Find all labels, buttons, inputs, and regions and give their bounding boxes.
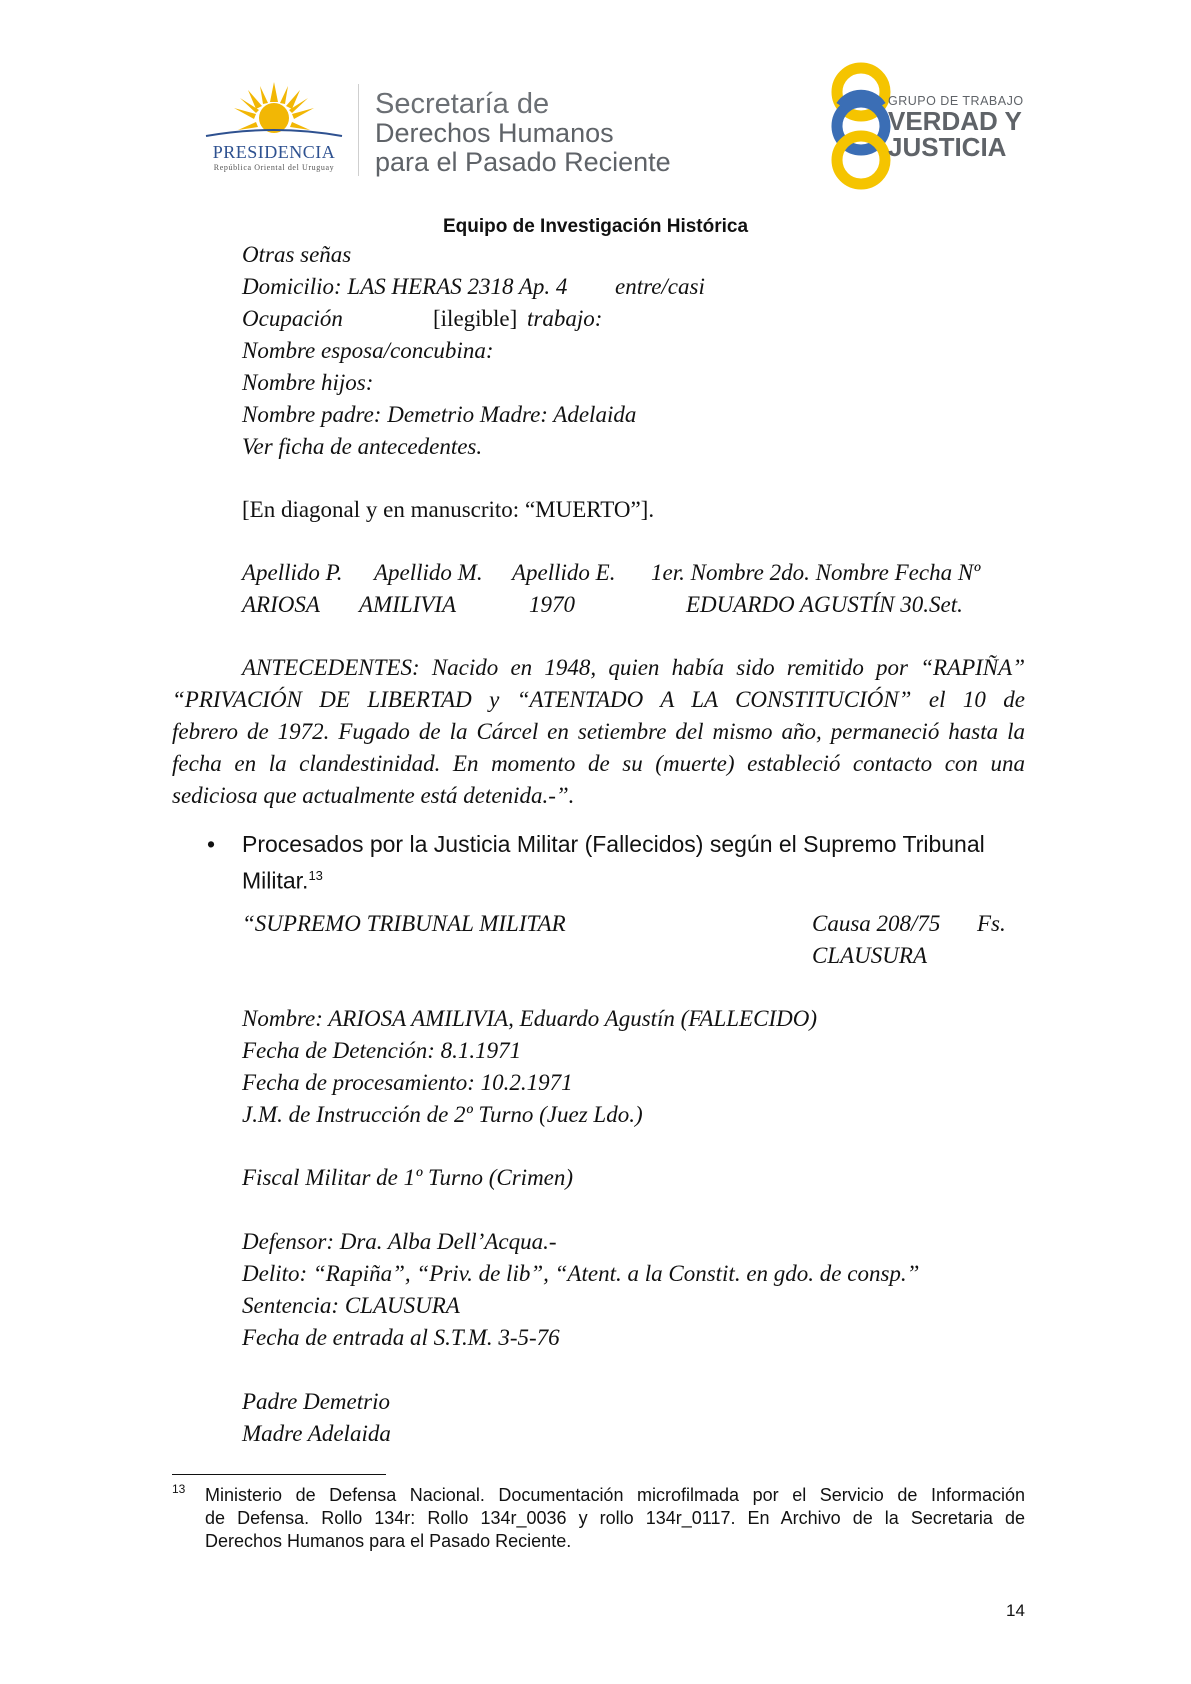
tribunal-titulo: “SUPREMO TRIBUNAL MILITAR: [242, 911, 566, 936]
tribunal-sentencia: Sentencia: CLAUSURA: [242, 1293, 460, 1318]
nombre-padres: Nombre padre: Demetrio Madre: Adelaida: [242, 402, 637, 427]
equipo-title: Equipo de Investigación Histórica: [442, 216, 749, 237]
tribunal-fiscal: Fiscal Militar de 1º Turno (Crimen): [242, 1165, 574, 1190]
presidencia-logo: [198, 82, 350, 174]
bullet-symbol: •: [207, 831, 216, 857]
secretaria-line3: para el Pasado Reciente: [375, 147, 671, 177]
tribunal-procesamiento: Fecha de procesamiento: 10.2.1971: [242, 1070, 573, 1095]
nombre-esposa: Nombre esposa/concubina:: [242, 338, 494, 363]
bullet-line1: Procesados por la Justicia Militar (Fallecidos) según el Supremo Tribunal: [242, 831, 985, 857]
tribunal-padre: Padre Demetrio: [242, 1389, 390, 1414]
footnote-line2: de Defensa. Rollo 134r: Rollo 134r_0036 y rollo 134r_0117. En Archivo de la Secretaria de: [205, 1508, 1025, 1528]
value-nombres: EDUARDO AGUSTÍN 30.Set.: [686, 592, 963, 617]
presidencia-label: [198, 142, 350, 172]
header-divider: [358, 84, 359, 176]
antecedentes-line4: fecha en la clandestinidad. En momento de su (muerte) estableció contacto con una: [172, 751, 1025, 776]
domicilio: Domicilio: LAS HERAS 2318 Ap. 4: [242, 274, 568, 299]
footnote-line3: Derechos Humanos para el Pasado Reciente.: [205, 1531, 572, 1551]
value-amilivia: AMILIVIA: [359, 592, 457, 617]
grupo-line2: VERDAD Y: [888, 106, 1022, 136]
antecedentes-line2: “PRIVACIÓN DE LIBERTAD y “ATENTADO A LA CONSTITUCIÓN” el 10 de: [172, 687, 1025, 712]
page-number: 14: [1006, 1601, 1025, 1620]
secretaria-logo-text: [375, 90, 671, 177]
presidencia-sub: República Oriental del Uruguay: [213, 163, 335, 172]
otras-senas: Otras señas: [242, 242, 352, 267]
value-ariosa: ARIOSA: [242, 592, 320, 617]
tribunal-madre: Madre Adelaida: [242, 1421, 391, 1446]
tribunal-fs: Fs.: [977, 911, 1006, 936]
grupo-line1: GRUPO DE TRABAJO: [888, 94, 1024, 108]
ver-ficha: Ver ficha de antecedentes.: [242, 434, 483, 459]
footnote-separator: [172, 1474, 386, 1475]
tribunal-delito: Delito: “Rapiña”, “Priv. de lib”, “Atent. a la Constit. en gdo. de consp.”: [242, 1261, 920, 1286]
bullet-line2-text: Militar.: [242, 867, 309, 894]
antecedentes-line3: febrero de 1972. Fugado de la Cárcel en setiembre del mismo año, permaneció hasta la: [172, 719, 1025, 744]
header-apellido-e: Apellido E.: [512, 560, 616, 585]
bullet-line2: [242, 860, 323, 897]
tribunal-nombre: Nombre: ARIOSA AMILIVIA, Eduardo Agustín (FALLECIDO): [242, 1006, 817, 1031]
tribunal-entrada: Fecha de entrada al S.T.M. 3-5-76: [242, 1325, 560, 1350]
antecedentes-line1: ANTECEDENTES: Nacido en 1948, quien había sido remitido por “RAPIÑA”: [242, 655, 1025, 680]
ilegible: [ilegible]: [433, 306, 518, 331]
header-apellido-p: Apellido P.: [242, 560, 343, 585]
tribunal-defensor: Defensor: Dra. Alba Dell’Acqua.-: [242, 1229, 557, 1254]
footnote-line1: Ministerio de Defensa Nacional. Documentación microfilmada por el Servicio de Información: [205, 1485, 1025, 1505]
manuscrito-note: [En diagonal y en manuscrito: “MUERTO”].: [242, 497, 655, 522]
entre-casi: entre/casi: [615, 274, 705, 299]
secretaria-line1: Secretaría de: [375, 88, 550, 120]
grupo-logo: [812, 62, 1032, 192]
footnote-ref: 13: [308, 868, 323, 883]
antecedentes-line5: sediciosa que actualmente está detenida.-”.: [172, 783, 575, 808]
value-1970: 1970: [529, 592, 575, 617]
header-nombres: 1er. Nombre 2do. Nombre Fecha Nº: [651, 560, 981, 585]
tribunal-clausura: CLAUSURA: [812, 943, 927, 968]
tribunal-detencion: Fecha de Detención: 8.1.1971: [242, 1038, 522, 1063]
grupo-text: [888, 94, 1024, 160]
presidencia-main: PRESIDENCIA: [212, 142, 336, 162]
sun-icon: [198, 82, 350, 142]
nombre-hijos: Nombre hijos:: [242, 370, 374, 395]
footnote-number: 13: [172, 1482, 186, 1496]
grupo-line3: JUSTICIA: [888, 132, 1007, 162]
trabajo: trabajo:: [527, 306, 603, 331]
tribunal-instruccion: J.M. de Instrucción de 2º Turno (Juez Ldo.): [242, 1102, 643, 1127]
tribunal-causa: Causa 208/75: [812, 911, 941, 936]
secretaria-line2: Derechos Humanos: [375, 118, 614, 148]
ocupacion: Ocupación: [242, 306, 343, 331]
header-apellido-m: Apellido M.: [374, 560, 483, 585]
